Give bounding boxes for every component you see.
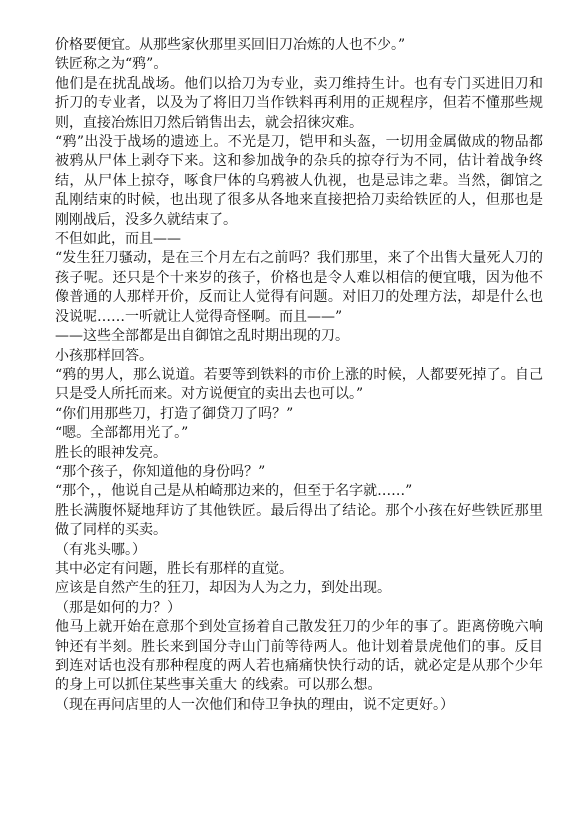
paragraph: 不但如此，而且—— xyxy=(55,231,181,248)
paragraph: “你们用那些刀，打造了御贷刀了吗？” xyxy=(55,405,294,422)
paragraph: 应该是自然产生的狂刀，却因为人为之力，到处出现。 xyxy=(55,580,391,597)
paragraph: “鸦”出没于战场的遗迹上。不光是刀，铠甲和头盔，一切用金属做成的物品都被鸦从尸体上剥夺下来。这和参加战争的杂兵的掠夺行为不同，估计着战争终结，从尸体上掠夺，啄食尸体的乌鸦被人仇视，也是忌讳之辈。当然，御馆之乱刚结束的时候，也出现了很多从各地来直接把拾刀卖给铁匠的人，但那也是刚刚战后，没多久就结束了。 xyxy=(55,134,543,228)
paragraph: “那个，，他说自己是从柏崎那边来的，但至于名字就……” xyxy=(55,483,413,500)
paragraph: （那是如何的力？） xyxy=(55,599,181,616)
paragraph: （现在再问店里的人一次他们和侍卫争执的理由，说不定更好。） xyxy=(55,696,454,713)
paragraph: （有兆头哪。） xyxy=(55,541,146,558)
paragraph: 价格要便宜。从那些家伙那里买回旧刀冶炼的人也不少。” xyxy=(55,37,406,53)
paragraph: 小孩那样回答。 xyxy=(55,347,153,364)
paragraph: “鸦的男人，那么说道。若要等到铁料的市价上涨的时候，人都要死掉了。自己只是受人所托而来。对方说便宜的卖出去也可以。” xyxy=(55,366,543,403)
paragraph: “发生狂刀骚动，是在三个月左右之前吗？我们那里，来了个出售大量死人刀的孩子呢。还只是个十来岁的孩子，价格也是令人难以相信的便宜哦，因为他不像普通的人那样开价，反而让人觉得有问题。对旧刀的处理方法，却是什么也没说呢……一听就让人觉得奇怪啊。而且——” xyxy=(55,250,543,325)
paragraph: “那个孩子，你知道他的身份吗？” xyxy=(55,463,266,480)
paragraph: 他马上就开始在意那个到处宣扬着自己散发狂刀的少年的事了。距离傍晚六响钟还有半刻。胜长来到国分寺山门前等待两人。他计划着景虎他们的事。反目到连对话也没有那种程度的两人若也痛痛快快行动的话，就必定是从那个少年的身上可以抓住某些事关重大 的线索。可以那么想。 xyxy=(55,619,543,694)
paragraph: 铁匠称之为“鸦”。 xyxy=(55,56,168,73)
paragraph: 他们是在扰乱战场。他们以拾刀为专业，卖刀维持生计。也有专门买进旧刀和折刀的专业者，以及为了将旧刀当作铁料再利用的正规程序，但若不懂那些规则，直接冶炼旧刀然后销售出去，就会招徕灾难。 xyxy=(55,75,543,131)
paragraph: 胜长满腹怀疑地拜访了其他铁匠。最后得出了结论。那个小孩在好些铁匠那里做了同样的买卖。 xyxy=(55,502,543,539)
paragraph: 胜长的眼神发亮。 xyxy=(55,444,167,461)
paragraph: “嗯。全部都用光了。” xyxy=(55,425,189,442)
paragraph: 其中必定有问题，胜长有那样的直觉。 xyxy=(55,560,293,577)
paragraph: ——这些全部都是出自御馆之乱时期出现的刀。 xyxy=(55,328,349,345)
